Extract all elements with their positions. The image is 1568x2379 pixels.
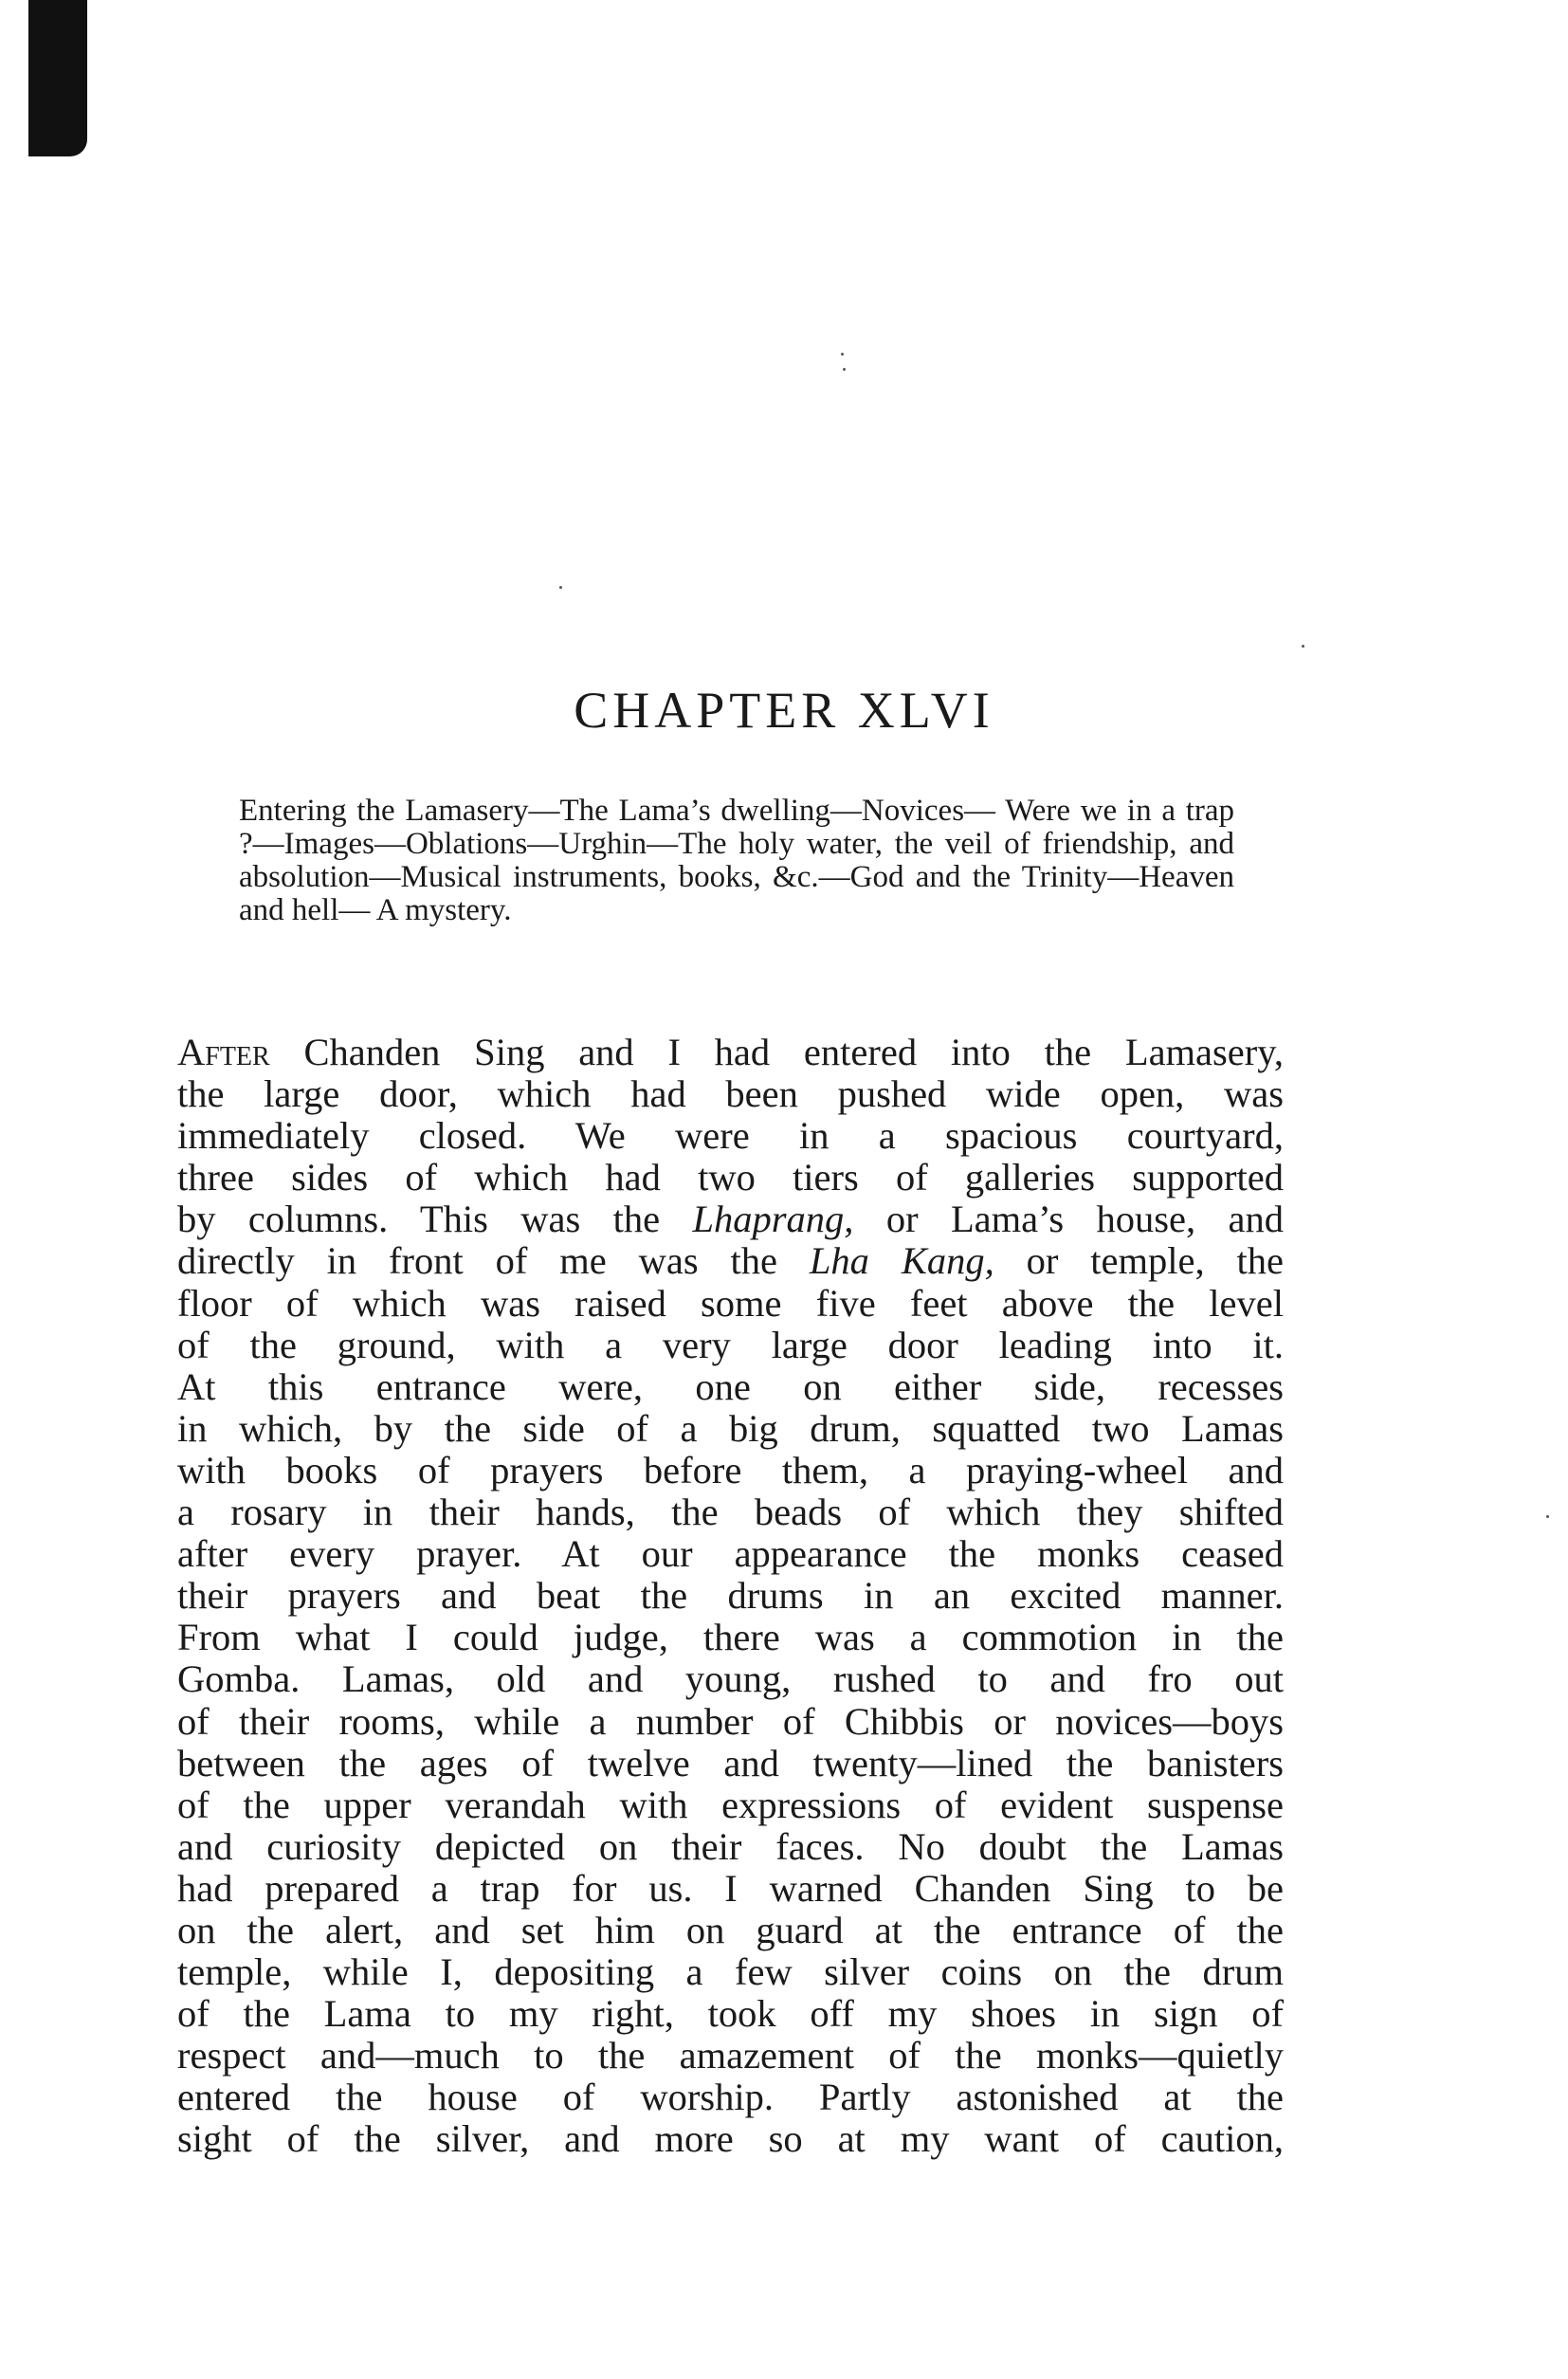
text-line: Gomba. Lamas, old and young, rushed to and fro out: [177, 1657, 1284, 1701]
text-line: three sides of which had two tiers of galleries supported: [177, 1156, 1284, 1199]
text-line: between the ages of twelve and twenty—lined the banisters: [177, 1741, 1284, 1784]
text-line: sight of the silver, and more so at my want of caution,: [177, 2117, 1284, 2161]
text-line: and curiosity depicted on their faces. No doubt the Lamas: [177, 1824, 1284, 1868]
chapter-title: CHAPTER XLVI: [574, 682, 994, 739]
text-line: after every prayer. At our appearance the monks ceased: [177, 1532, 1284, 1576]
text-line: of the Lama to my right, took off my shoes in sign of: [177, 1992, 1284, 2036]
text-line: a rosary in their hands, the beads of which they shifted: [177, 1491, 1284, 1534]
text-line: by columns. This was the Lhaprang, or Lama’s house, and: [177, 1198, 1284, 1241]
scan-edge-shadow: [28, 0, 87, 156]
scan-speck: [843, 368, 846, 371]
text-line: After Chanden Sing and I had entered into the Lamasery,: [177, 1031, 1284, 1073]
text-line: At this entrance were, one on either side, recesses: [177, 1364, 1284, 1408]
text-line: From what I could judge, there was a commotion in the: [177, 1616, 1284, 1659]
italic-term: Lha Kang,: [809, 1239, 994, 1283]
text-line: immediately closed. We were in a spacious courtyard,: [177, 1114, 1284, 1158]
italic-term: Lhaprang,: [692, 1198, 854, 1241]
text-line: with books of prayers before them, a praying-wheel and: [177, 1448, 1284, 1491]
body-text: [177, 1032, 1284, 2161]
text-line: directly in front of me was the Lha Kang, or temple, the: [177, 1239, 1284, 1283]
text-line: respect and—much to the amazement of the monks—quietly: [177, 2034, 1284, 2077]
text-line: of their rooms, while a number of Chibbis or novices—boys: [177, 1699, 1284, 1743]
text-line: temple, while I, depositing a few silver coins on the drum: [177, 1950, 1284, 1994]
text-line: their prayers and beat the drums in an excited manner.: [177, 1574, 1284, 1618]
scan-speck: [1546, 1515, 1549, 1518]
text-line: of the upper verandah with expressions of evident suspense: [177, 1783, 1284, 1826]
text-line: entered the house of worship. Partly astonished at the: [177, 2076, 1284, 2119]
text-line: on the alert, and set him on guard at the entrance of the: [177, 1908, 1284, 1951]
scan-speck: [559, 586, 562, 589]
text-line: had prepared a trap for us. I warned Chanden Sing to be: [177, 1866, 1284, 1910]
text-line: the large door, which had been pushed wide open, was: [177, 1072, 1284, 1116]
opening-word: After: [177, 1031, 270, 1073]
scan-speck: [841, 353, 844, 356]
scan-speck: [1302, 645, 1304, 648]
text-line: floor of which was raised some five feet above the level: [177, 1281, 1284, 1325]
text-line: in which, by the side of a big drum, squatted two Lamas: [177, 1406, 1284, 1450]
text-line: of the ground, with a very large door leading into it.: [177, 1323, 1284, 1366]
chapter-synopsis: Entering the Lamasery—The Lama’s dwelling—Novices— Were we in a trap ?—Images—Oblations—Urghin—The holy water, the veil of friendship, and absolution—Musical instruments, books, &c.—God and the Trinity—Heaven and hell— A mystery.: [239, 794, 1234, 927]
